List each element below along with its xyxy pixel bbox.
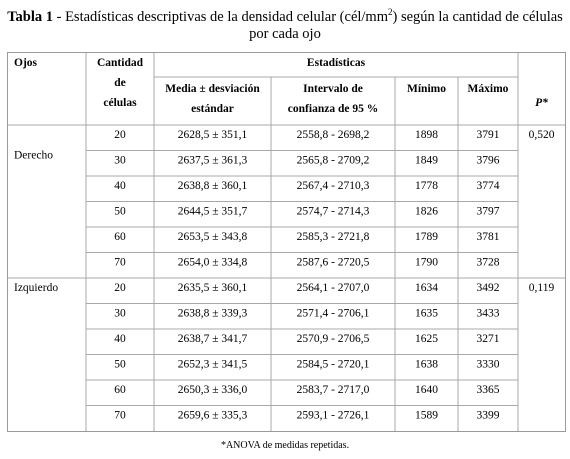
cell-intervalo: 2574,7 - 2714,3 [296, 205, 370, 218]
statistics-table [7, 52, 566, 432]
cell-cantidad: 70 [114, 409, 126, 422]
cell-intervalo: 2584,5 - 2720,1 [296, 358, 370, 371]
cell-media: 2628,5 ± 351,1 [177, 129, 248, 141]
cell-cantidad: 60 [114, 231, 126, 243]
cell-intervalo: 2567,4 - 2710,3 [296, 180, 370, 192]
cell-minimo: 1638 [415, 358, 438, 371]
cell-media: 2635,5 ± 360,1 [177, 282, 248, 294]
header-intervalo: Intervalo de [303, 83, 363, 95]
cell-cantidad: 20 [114, 129, 126, 141]
cell-maximo: 3791 [476, 129, 500, 141]
cell-minimo: 1635 [415, 307, 438, 320]
header-cantidad: células [103, 97, 137, 109]
table-footnote: *ANOVA de medidas repetidas. [220, 440, 350, 451]
cell-maximo: 3433 [476, 307, 500, 320]
cell-minimo: 1789 [415, 231, 438, 243]
cell-minimo: 1634 [415, 282, 438, 294]
cell-maximo: 3774 [476, 180, 500, 192]
table-caption [6, 9, 564, 43]
header-maximo: Máximo [467, 83, 509, 95]
cell-media: 2653,5 ± 343,8 [177, 231, 248, 243]
cell-minimo: 1778 [415, 180, 438, 192]
header-media: Media ± desviación [165, 83, 260, 95]
cell-intervalo: 2558,8 - 2698,2 [296, 129, 370, 141]
cell-media: 2638,7 ± 341,7 [177, 333, 248, 345]
cell-maximo: 3797 [476, 205, 500, 218]
cell-maximo: 3365 [476, 384, 500, 396]
cell-minimo: 1898 [415, 129, 438, 141]
cell-media: 2637,5 ± 361,3 [177, 154, 248, 167]
cell-cantidad: 30 [114, 154, 126, 167]
cell-media: 2659,6 ± 335,3 [177, 409, 248, 422]
eye-label: Izquierdo [14, 282, 59, 294]
cell-cantidad: 50 [114, 205, 126, 218]
cell-minimo: 1790 [415, 256, 438, 269]
cell-minimo: 1826 [415, 205, 438, 218]
cell-minimo: 1640 [415, 384, 438, 396]
cell-maximo: 3492 [476, 282, 500, 294]
cell-maximo: 3781 [476, 231, 500, 243]
cell-cantidad: 40 [114, 333, 126, 345]
cell-intervalo: 2570,9 - 2706,5 [296, 333, 370, 345]
header-cantidad: de [114, 77, 126, 89]
header-estadisticas: Estadísticas [306, 57, 366, 69]
cell-maximo: 3399 [476, 409, 500, 422]
cell-intervalo: 2585,3 - 2721,8 [296, 231, 370, 243]
header-intervalo: confianza de 95 % [287, 103, 379, 115]
cell-intervalo: 2583,7 - 2717,0 [296, 384, 370, 396]
caption-text: - Estadísticas descriptivas de la densidad celular (cél/mm [53, 9, 388, 25]
p-value: 0,119 [528, 282, 555, 294]
cell-media: 2654,0 ± 334,8 [177, 256, 248, 269]
cell-intervalo: 2593,1 - 2726,1 [296, 409, 370, 422]
cell-minimo: 1625 [415, 333, 438, 345]
cell-media: 2638,8 ± 339,3 [177, 307, 248, 320]
header-cantidad: Cantidad [96, 57, 144, 69]
cell-media: 2644,5 ± 351,7 [177, 205, 248, 218]
cell-cantidad: 40 [114, 180, 126, 192]
cell-cantidad: 60 [114, 384, 126, 396]
p-value: 0,520 [528, 129, 555, 141]
eye-label: Derecho [14, 149, 53, 162]
cell-cantidad: 70 [114, 256, 126, 269]
header-p: P* [535, 97, 548, 109]
cell-intervalo: 2564,1 - 2707,0 [296, 282, 370, 294]
cell-maximo: 3728 [476, 256, 500, 269]
cell-cantidad: 30 [114, 307, 126, 320]
cell-minimo: 1589 [415, 409, 438, 422]
cell-cantidad: 20 [114, 282, 126, 294]
table-label: Tabla 1 [7, 9, 53, 25]
caption-text-end: ) según la cantidad de células por cada ojo [249, 9, 563, 42]
cell-media: 2652,3 ± 341,5 [177, 358, 248, 371]
cell-cantidad: 50 [114, 358, 126, 371]
statistics-table-grid [8, 53, 565, 431]
cell-intervalo: 2571,4 - 2706,1 [296, 307, 370, 320]
cell-maximo: 3796 [476, 154, 500, 167]
caption-superscript: 2 [388, 7, 393, 18]
cell-minimo: 1849 [415, 154, 438, 167]
cell-intervalo: 2587,6 - 2720,5 [296, 256, 370, 269]
header-minimo: Mínimo [407, 83, 446, 95]
cell-intervalo: 2565,8 - 2709,2 [296, 154, 370, 167]
cell-maximo: 3271 [476, 333, 500, 345]
header-media: estándar [191, 103, 234, 115]
header-ojos: Ojos [14, 57, 37, 69]
cell-media: 2638,8 ± 360,1 [177, 180, 248, 192]
cell-maximo: 3330 [476, 358, 500, 371]
cell-media: 2650,3 ± 336,0 [177, 384, 248, 396]
